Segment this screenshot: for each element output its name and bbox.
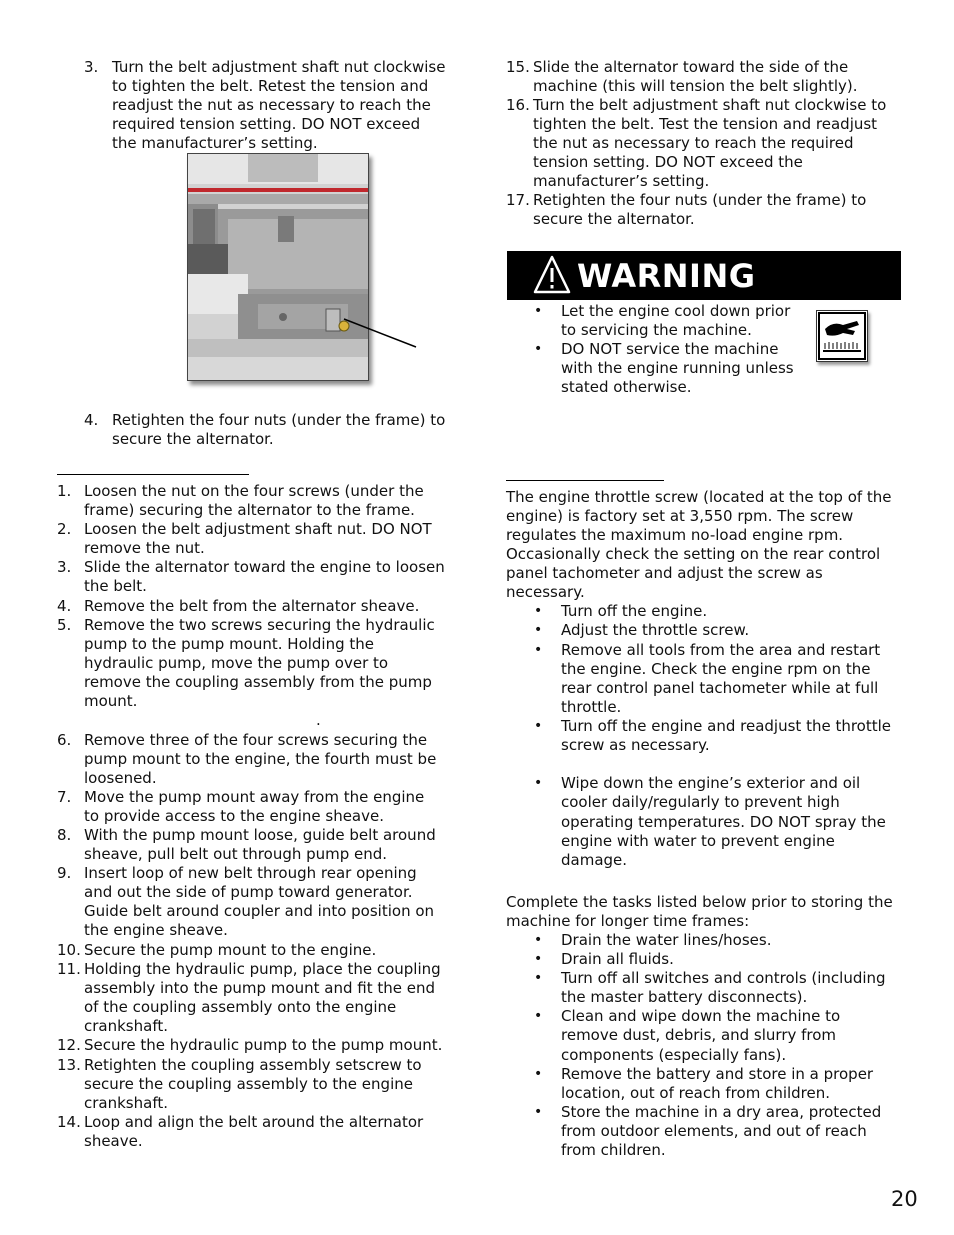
list-text: pump mount to the engine, the fourth must be [84,750,437,768]
list-number: 3. [57,558,72,576]
list-text: remove the nut. [84,539,205,557]
warning-triangle-icon [532,254,572,296]
list-text: remove the coupling assembly from the pump [84,673,432,691]
list-text: crankshaft. [84,1017,168,1035]
warning-banner [507,251,901,300]
stray-dot: . [316,711,321,729]
list-number: 5. [57,616,72,634]
list-text: to provide access to the engine sheave. [84,807,384,825]
list-text: Secure the pump mount to the engine. [84,941,377,959]
step-text: Retighten the four nuts (under the frame) to [112,411,446,429]
list-number: 2. [57,520,72,538]
bullet-text: Remove the battery and store in a proper [561,1065,874,1083]
list-number: 15. [506,58,530,76]
bullet-text: Turn off the engine and readjust the throttle [561,717,892,735]
bullet-text: Drain the water lines/hoses. [561,931,772,949]
bullet-text: stated otherwise. [561,378,692,396]
bullet-text: from outdoor elements, and out of reach [561,1122,867,1140]
bullet-text: operating temperatures. DO NOT spray the [561,813,886,831]
list-text: Remove the belt from the alternator sheave. [84,597,420,615]
list-text: the nut as necessary to reach the required [533,134,854,152]
list-text: and out the side of pump toward generator. [84,883,413,901]
paragraph-text: necessary. [506,583,585,601]
list-text: assembly into the pump mount and fit the end [84,979,435,997]
page-number: 20 [891,1187,918,1211]
bullet-text: Turn off the engine. [561,602,708,620]
bullet-text: Turn off all switches and controls (including [561,969,886,987]
bullet-text: remove dust, debris, and slurry from [561,1026,837,1044]
bullet-dot-icon: • [534,970,543,986]
list-text: tighten the belt. Test the tension and readjust [533,115,878,133]
bullet-text: throttle. [561,698,622,716]
list-number: 14. [57,1113,81,1131]
bullet-text: Wipe down the engine’s exterior and oil [561,774,861,792]
list-text: loosened. [84,769,157,787]
bullet-dot-icon: • [534,622,543,638]
bullet-dot-icon: • [534,642,543,658]
bullet-text: screw as necessary. [561,736,710,754]
step-text: Turn the belt adjustment shaft nut clockwise [112,58,446,76]
bullet-text: Remove all tools from the area and restart [561,641,881,659]
bullet-dot-icon: • [534,775,543,791]
bullet-text: engine with water to prevent engine [561,832,835,850]
list-text: sheave. [84,1132,143,1150]
bullet-text: Clean and wipe down the machine to [561,1007,841,1025]
list-text: Remove three of the four screws securing the [84,731,428,749]
paragraph-text: The engine throttle screw (located at the top of the [506,488,892,506]
list-number: 11. [57,960,81,978]
list-number: 13. [57,1056,81,1074]
list-text: secure the alternator. [533,210,695,228]
list-number: 12. [57,1036,81,1054]
list-number: 8. [57,826,72,844]
bullet-text: components (especially fans). [561,1046,787,1064]
section-heading-rule [506,480,664,481]
section-heading-rule [57,474,249,475]
step-number: 4. [84,411,99,429]
list-number: 16. [506,96,530,114]
list-text: manufacturer’s setting. [533,172,710,190]
list-number: 7. [57,788,72,806]
list-text: mount. [84,692,138,710]
list-number: 9. [57,864,72,882]
list-text: Remove the two screws securing the hydraulic [84,616,435,634]
list-text: frame) securing the alternator to the frame. [84,501,415,519]
paragraph-text: engine) is factory set at 3,550 rpm. The screw [506,507,854,525]
list-text: Retighten the four nuts (under the frame) to [533,191,867,209]
list-text: tension setting. DO NOT exceed the [533,153,803,171]
bullet-dot-icon: • [534,341,543,357]
bullet-text: cooler daily/regularly to prevent high [561,793,840,811]
list-text: Loosen the nut on the four screws (under the [84,482,424,500]
bullet-dot-icon: • [534,932,543,948]
list-text: Insert loop of new belt through rear opening [84,864,417,882]
paragraph-text: machine for longer time frames: [506,912,750,930]
step-number: 3. [84,58,99,76]
paragraph-text: Complete the tasks listed below prior to storing the [506,893,893,911]
bullet-dot-icon: • [534,603,543,619]
list-text: Holding the hydraulic pump, place the coupling [84,960,441,978]
bullet-text: with the engine running unless [561,359,794,377]
list-text: the engine sheave. [84,921,228,939]
bullet-dot-icon: • [534,1008,543,1024]
list-number: 10. [57,941,81,959]
paragraph-text: panel tachometer and adjust the screw as [506,564,823,582]
list-text: pump to the pump mount. Holding the [84,635,375,653]
step-text: the manufacturer’s setting. [112,134,318,152]
bullet-dot-icon: • [534,718,543,734]
step-text: required tension setting. DO NOT exceed [112,115,421,133]
bullet-text: Store the machine in a dry area, protected [561,1103,882,1121]
bullet-text: location, out of reach from children. [561,1084,831,1102]
list-number: 1. [57,482,72,500]
bullet-text: Adjust the throttle screw. [561,621,750,639]
list-text: Move the pump mount away from the engine [84,788,425,806]
list-text: Loosen the belt adjustment shaft nut. DO NOT [84,520,432,538]
bullet-text: damage. [561,851,628,869]
warning-title: WARNING [577,257,756,295]
bullet-text: Let the engine cool down prior [561,302,791,320]
list-text: hydraulic pump, move the pump over to [84,654,389,672]
paragraph-text: regulates the maximum no-load engine rpm. [506,526,844,544]
hot-surface-icon [816,310,868,362]
bullet-text: Drain all fluids. [561,950,674,968]
step-text: secure the alternator. [112,430,274,448]
list-text: crankshaft. [84,1094,168,1112]
step-text: readjust the nut as necessary to reach the [112,96,431,114]
pointer-arrow-icon [340,315,420,355]
list-number: 6. [57,731,72,749]
list-text: the belt. [84,577,147,595]
bullet-dot-icon: • [534,1104,543,1120]
bullet-text: the master battery disconnects). [561,988,808,1006]
list-text: Slide the alternator toward the side of the [533,58,849,76]
list-text: sheave, pull belt out through pump end. [84,845,388,863]
bullet-text: DO NOT service the machine [561,340,779,358]
list-text: Slide the alternator toward the engine to loosen [84,558,445,576]
list-text: Guide belt around coupler and into position on [84,902,435,920]
bullet-text: from children. [561,1141,666,1159]
list-text: machine (this will tension the belt slightly). [533,77,858,95]
list-text: of the coupling assembly onto the engine [84,998,397,1016]
bullet-text: rear control panel tachometer while at full [561,679,879,697]
bullet-dot-icon: • [534,951,543,967]
list-number: 17. [506,191,530,209]
list-text: Loop and align the belt around the alternator [84,1113,424,1131]
list-text: Retighten the coupling assembly setscrew to [84,1056,422,1074]
bullet-text: the engine. Check the engine rpm on the [561,660,871,678]
paragraph-text: Occasionally check the setting on the rear control [506,545,881,563]
bullet-dot-icon: • [534,303,543,319]
list-text: With the pump mount loose, guide belt around [84,826,436,844]
bullet-text: to servicing the machine. [561,321,752,339]
list-text: Secure the hydraulic pump to the pump mount. [84,1036,443,1054]
step-text: to tighten the belt. Retest the tension and [112,77,429,95]
list-text: secure the coupling assembly to the engine [84,1075,413,1093]
list-number: 4. [57,597,72,615]
bullet-dot-icon: • [534,1066,543,1082]
list-text: Turn the belt adjustment shaft nut clockwise to [533,96,887,114]
